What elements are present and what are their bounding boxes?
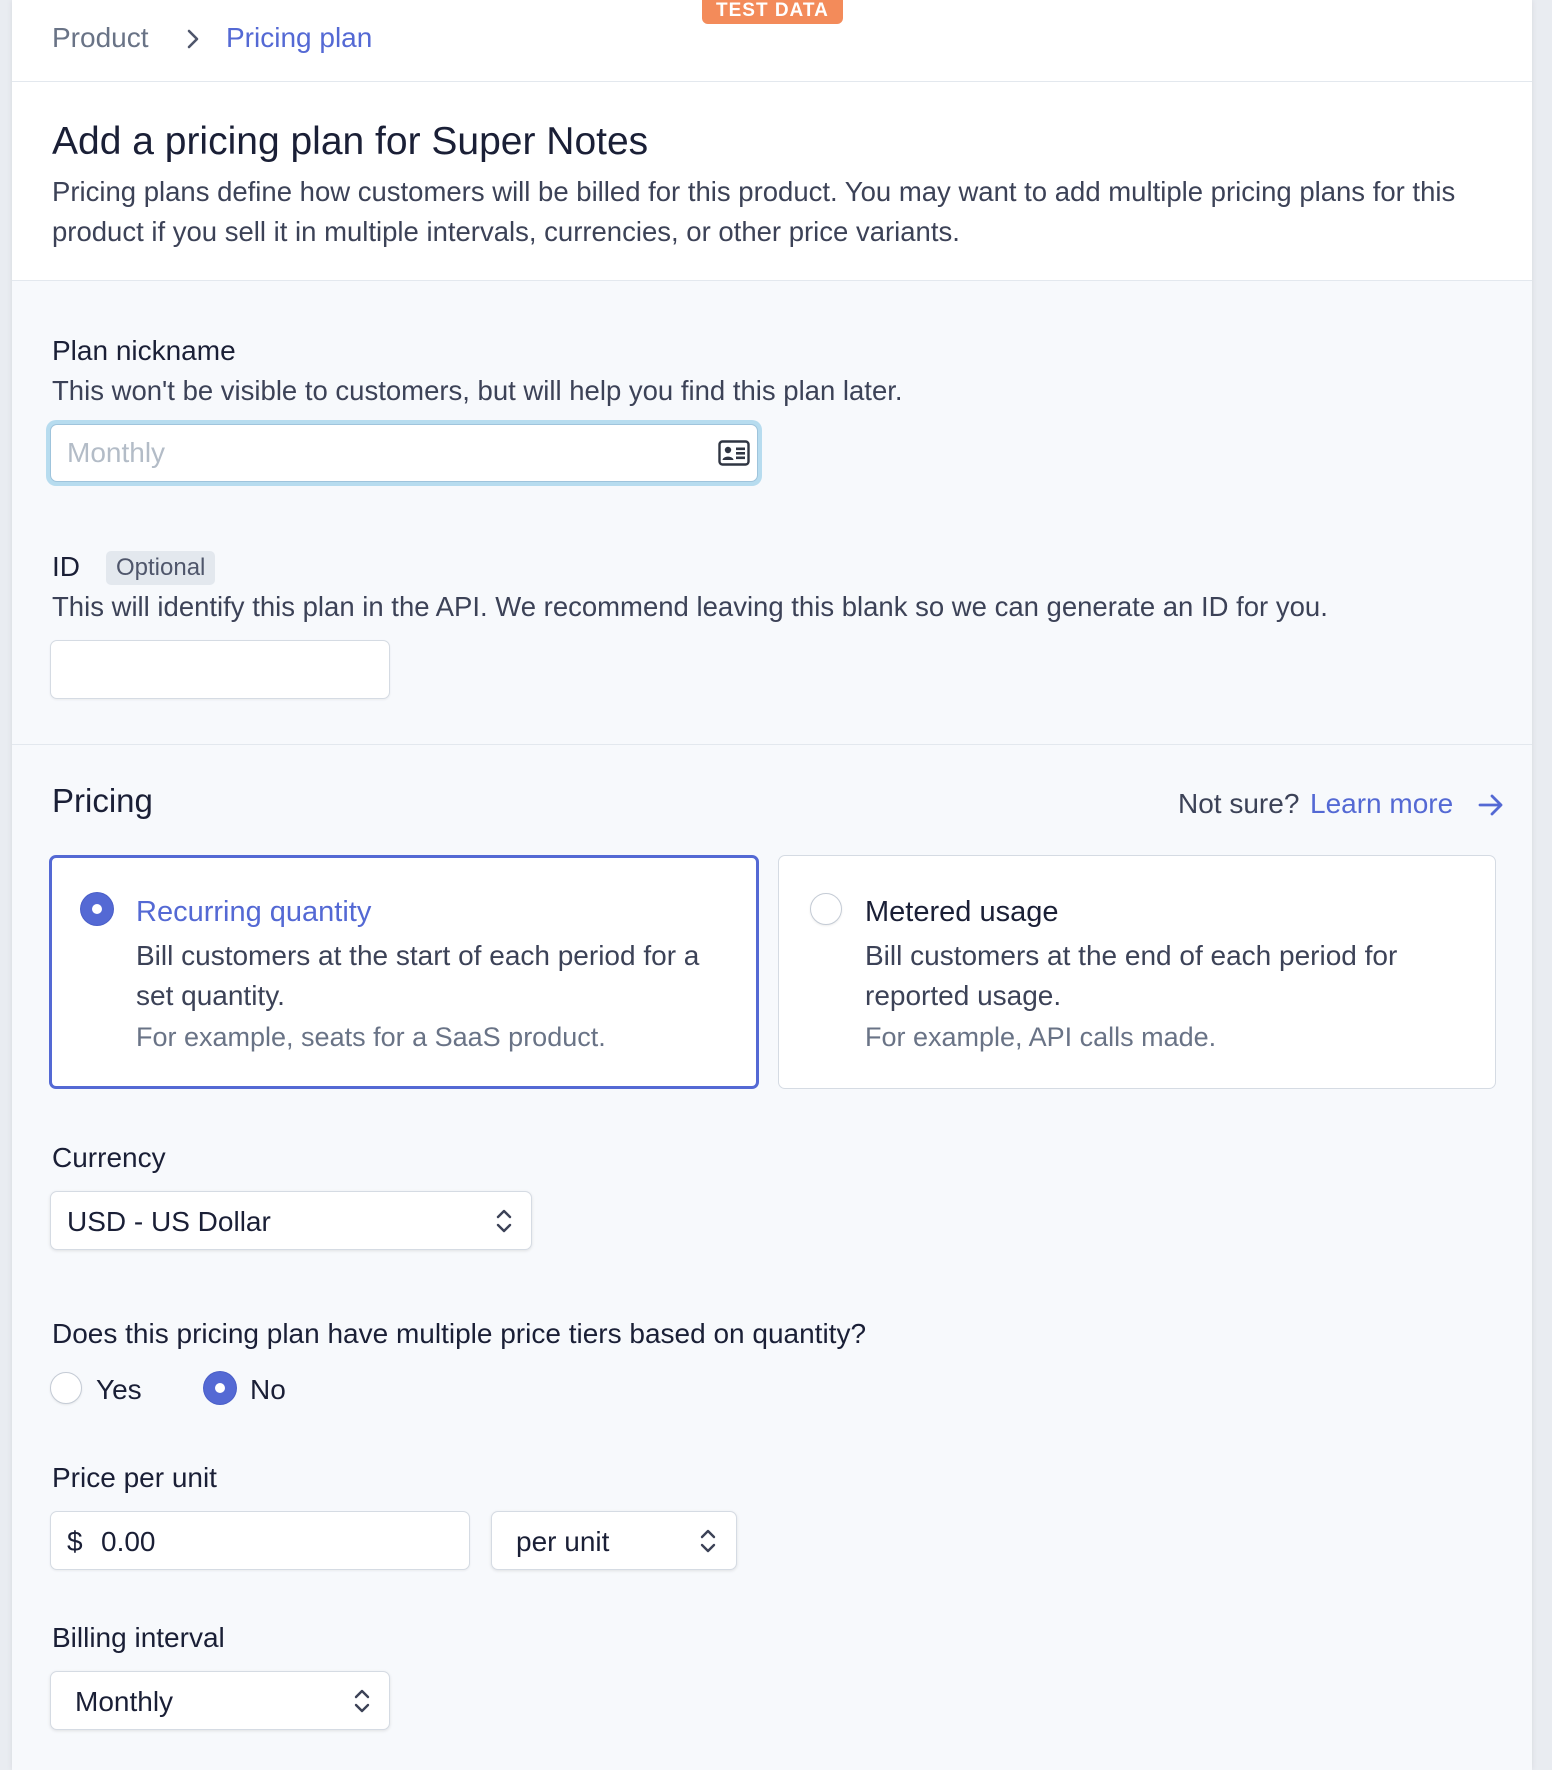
price-input[interactable] <box>50 1511 470 1570</box>
recurring-quantity-description: Bill customers at the start of each period for a set quantity. <box>136 940 700 1011</box>
pricing-section-title: Pricing <box>52 782 153 819</box>
chevron-up-down-icon <box>493 1205 515 1237</box>
breadcrumb <box>12 0 1532 82</box>
arrow-right-icon[interactable] <box>1476 790 1506 820</box>
contact-card-icon[interactable] <box>718 440 750 466</box>
not-sure-text: Not sure? <box>1178 788 1300 819</box>
tiers-yes-radio[interactable] <box>50 1372 82 1404</box>
metered-usage-description: Bill customers at the end of each period for reported usage. <box>865 940 1398 1011</box>
chevron-up-down-icon <box>697 1525 719 1557</box>
learn-more-link[interactable]: Learn more <box>1310 788 1454 819</box>
optional-badge: Optional <box>106 551 215 585</box>
currency-value: USD - US Dollar <box>67 1206 271 1237</box>
tiers-no-label[interactable]: No <box>250 1374 286 1405</box>
nickname-focus-ring <box>46 420 762 486</box>
metered-usage-radio[interactable] <box>810 893 842 925</box>
nickname-label: Plan nickname <box>52 335 236 366</box>
id-label: ID <box>52 551 80 582</box>
price-per-unit-label: Price per unit <box>52 1462 217 1493</box>
recurring-quantity-radio[interactable] <box>81 893 113 925</box>
section-divider <box>12 744 1532 745</box>
recurring-quantity-option[interactable] <box>49 855 759 1089</box>
tiers-no-radio[interactable] <box>204 1372 236 1404</box>
nickname-help: This won't be visible to customers, but will help you find this plan later. <box>52 375 903 406</box>
breadcrumb-product-link[interactable]: Product <box>52 22 149 53</box>
test-data-badge: TEST DATA <box>702 0 843 24</box>
unit-value: per unit <box>516 1526 610 1557</box>
page-title: Add a pricing plan for Super Notes <box>52 120 649 163</box>
billing-interval-select[interactable] <box>50 1671 390 1730</box>
chevron-up-down-icon <box>351 1685 373 1717</box>
unit-select[interactable] <box>491 1511 737 1570</box>
page-description: Pricing plans define how customers will be billed for this product. You may want to add multiple pricing plans for this product if you sell it in multiple intervals, currencies, or other price variants. <box>52 176 1456 247</box>
currency-select[interactable] <box>50 1191 532 1250</box>
metered-usage-title: Metered usage <box>865 896 1059 928</box>
pricing-plan-panel <box>12 0 1532 1770</box>
id-help: This will identify this plan in the API. We recommend leaving this blank so we can generate an ID for you. <box>52 591 1328 622</box>
chevron-right-icon <box>180 26 206 52</box>
nickname-input[interactable] <box>50 424 758 482</box>
recurring-quantity-title: Recurring quantity <box>136 896 372 928</box>
price-value[interactable]: 0.00 <box>101 1526 156 1557</box>
id-input[interactable] <box>50 640 390 699</box>
billing-interval-value: Monthly <box>75 1686 174 1717</box>
tiers-yes-label[interactable]: Yes <box>96 1374 142 1405</box>
tiers-question: Does this pricing plan have multiple price tiers based on quantity? <box>52 1318 867 1349</box>
currency-symbol: $ <box>67 1526 83 1557</box>
metered-usage-example: For example, API calls made. <box>865 1022 1217 1052</box>
recurring-quantity-example: For example, seats for a SaaS product. <box>136 1022 606 1052</box>
currency-label: Currency <box>52 1142 166 1173</box>
metered-usage-option[interactable] <box>778 855 1496 1089</box>
breadcrumb-current: Pricing plan <box>226 22 373 53</box>
intro-section <box>12 82 1532 281</box>
billing-interval-label: Billing interval <box>52 1622 225 1653</box>
